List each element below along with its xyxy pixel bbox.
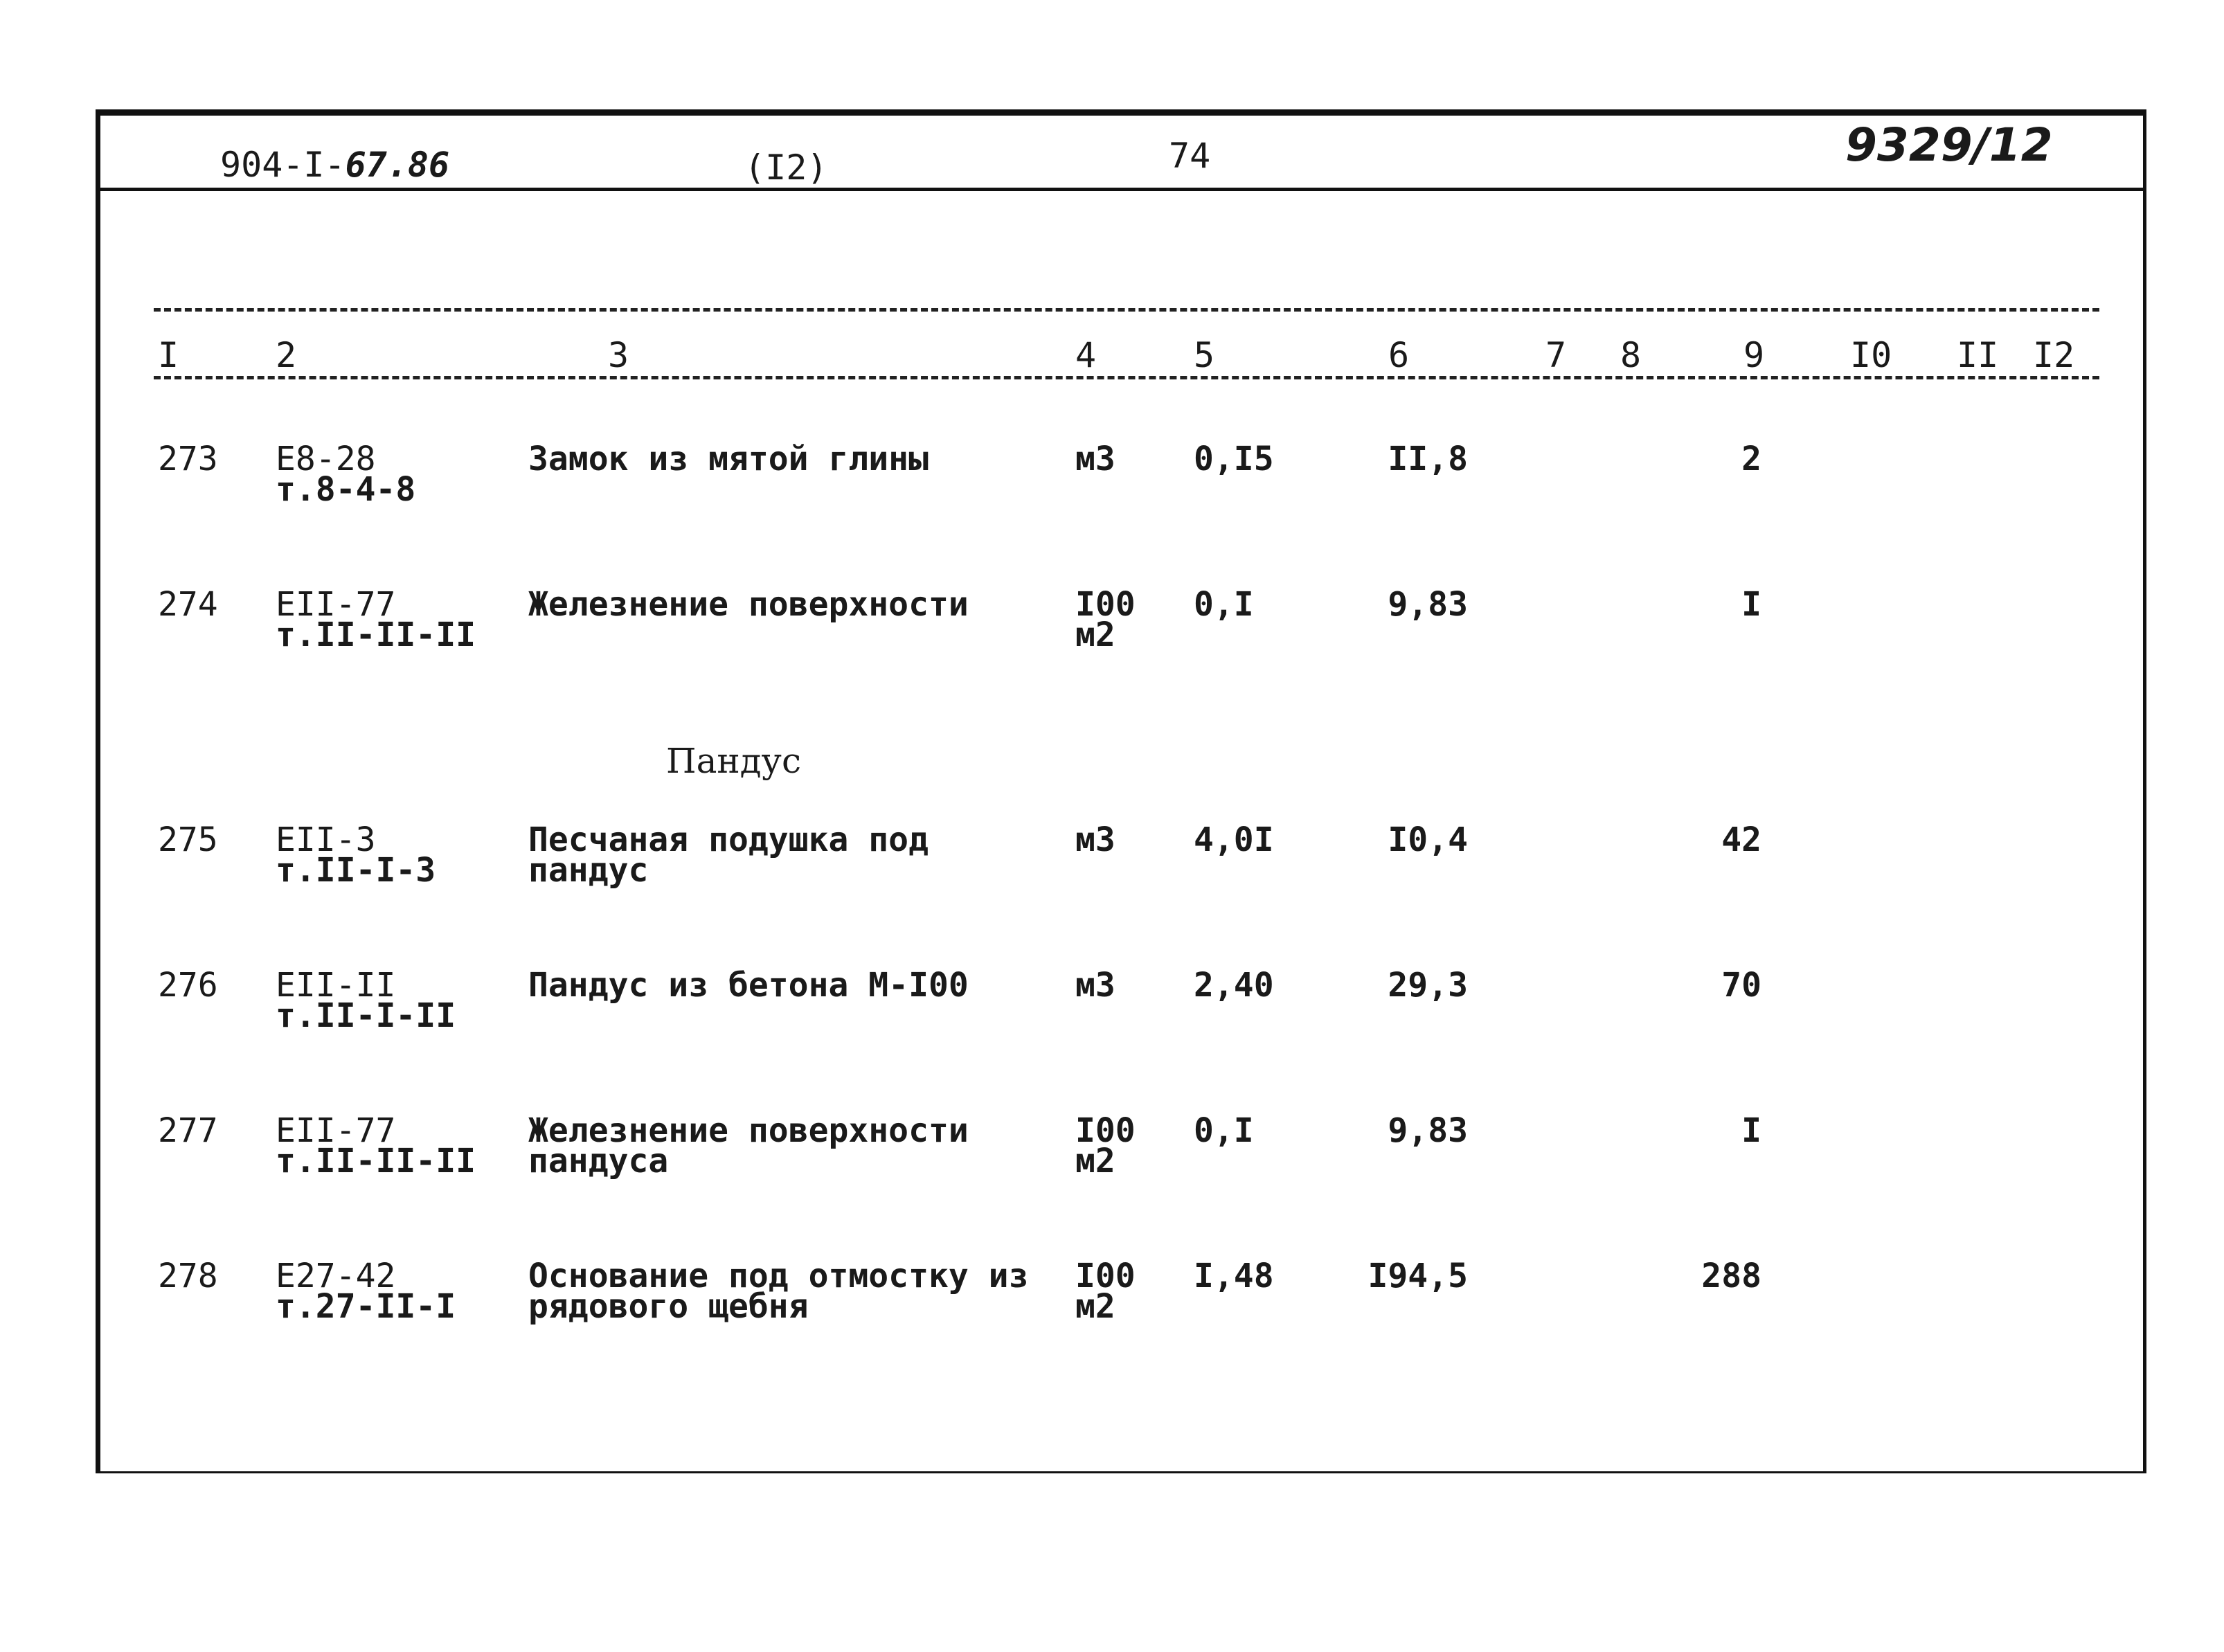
column-number-4: 4 [1075,335,1097,375]
page-number: 74 [1169,136,1211,176]
column-number-8: 8 [1620,335,1642,375]
quantity: 0,I [1194,585,1254,624]
norm-table: т.II-II-II [276,1142,476,1180]
unit-price: I0,4 [1388,820,1468,859]
total-cost: 70 [1721,966,1761,1005]
sheet-part: (I2) [744,147,828,188]
column-number-10: I0 [1850,335,1892,375]
column-number-12: I2 [2033,335,2075,375]
unit: м3 [1075,966,1115,1005]
unit: м3 [1075,820,1115,859]
unit: м3 [1075,440,1115,478]
norm-code: EII-77 [276,1111,396,1150]
unit: I00 [1075,585,1136,624]
quantity: 0,I5 [1194,440,1274,478]
row-number: 273 [158,440,218,478]
row-number: 275 [158,820,218,859]
column-number-2: 2 [276,335,297,375]
column-number-5: 5 [1194,335,1215,375]
norm-table: т.II-I-3 [276,851,436,890]
column-number-3: 3 [608,335,629,375]
total-cost: I [1741,1111,1761,1150]
unit: м2 [1075,1287,1115,1326]
norm-table: т.II-II-II [276,616,476,654]
unit: I00 [1075,1111,1136,1150]
unit-price: 9,83 [1388,585,1468,624]
unit-price: II,8 [1388,440,1468,478]
column-number-7: 7 [1545,335,1567,375]
quantity: I,48 [1194,1257,1274,1295]
doc-code-prefix: 904-I- [220,145,346,185]
work-description: Железнение поверхности [528,1111,969,1150]
total-cost: I [1741,585,1761,624]
work-description: Песчаная подушка под [528,820,929,859]
norm-table: т.8-4-8 [276,470,416,509]
work-description: Основание под отмостку из [528,1257,1029,1295]
unit-price: I94,5 [1367,1257,1468,1295]
total-cost: 288 [1701,1257,1761,1295]
total-cost: 2 [1741,440,1761,478]
column-number-1: I [158,335,179,375]
norm-code: EII-3 [276,820,376,859]
work-description: Железнение поверхности [528,585,969,624]
work-description: Замок из мятой глины [528,440,929,478]
quantity: 4,0I [1194,820,1274,859]
row-number: 274 [158,585,218,624]
unit: м2 [1075,1142,1115,1180]
total-cost: 42 [1721,820,1761,859]
row-number: 277 [158,1111,218,1150]
column-number-6: 6 [1388,335,1410,375]
row-number: 278 [158,1257,218,1295]
column-number-11: II [1957,335,1999,375]
unit-price: 29,3 [1388,966,1468,1005]
work-description: рядового щебня [528,1287,809,1326]
norm-code: E27-42 [276,1257,396,1295]
document-code [220,145,450,185]
work-description: пандус [528,851,649,890]
quantity: 0,I [1194,1111,1254,1150]
row-number: 276 [158,966,218,1005]
unit: м2 [1075,616,1115,654]
unit: I00 [1075,1257,1136,1295]
norm-code: EII-77 [276,585,396,624]
column-number-9: 9 [1743,335,1765,375]
work-description: Пандус из бетона М-I00 [528,966,969,1005]
archive-number: 9329/12 [1845,118,2053,172]
norm-table: т.II-I-II [276,996,456,1035]
column-header-dashed-rule [154,376,2099,379]
table-top-dashed-rule [154,308,2099,312]
doc-code-suffix: 67.86 [345,145,450,185]
section-title: Пандус [666,741,801,781]
quantity: 2,40 [1194,966,1274,1005]
unit-price: 9,83 [1388,1111,1468,1150]
work-description: пандуса [528,1142,669,1180]
norm-code: EII-II [276,966,396,1005]
norm-table: т.27-II-I [276,1287,456,1326]
header-divider [100,188,2143,191]
norm-code: E8-28 [276,440,376,478]
